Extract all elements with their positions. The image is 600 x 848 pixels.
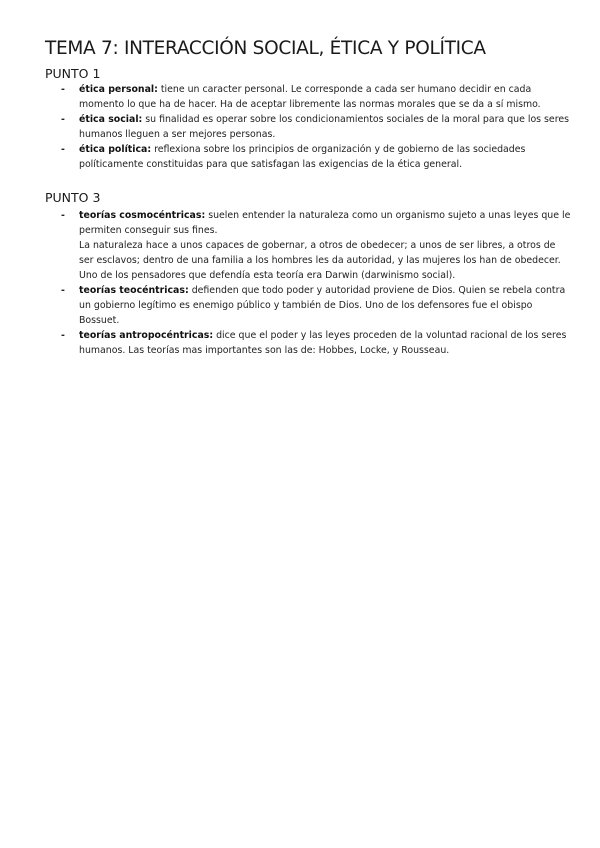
item-term: teorías antropocéntricas:	[79, 330, 214, 341]
section-list-punto-1	[61, 82, 571, 172]
list-item	[61, 208, 571, 283]
item-paragraph	[79, 112, 571, 142]
list-item	[61, 328, 571, 358]
bullet-dash: -	[61, 114, 65, 125]
section-list-punto-3	[61, 208, 571, 358]
item-term: ética social:	[79, 114, 143, 125]
item-term: ética personal:	[79, 84, 158, 95]
list-item	[61, 142, 571, 172]
item-text: tiene un caracter personal. Le corresponde a cada ser humano decidir en cada momento lo que ha de hacer. Ha de aceptar libremente las normas morales que se da a sí mismo.	[79, 84, 541, 110]
list-item	[61, 82, 571, 112]
section-heading-punto-3: PUNTO 3	[45, 190, 101, 205]
bullet-dash: -	[61, 330, 65, 341]
item-text: dice que el poder y las leyes proceden de la voluntad racional de los seres humanos. Las teorías mas importantes son las de: Hobbes, Locke, y Rousseau.	[79, 330, 567, 356]
item-term: teorías teocéntricas:	[79, 285, 189, 296]
item-paragraph	[79, 82, 571, 112]
item-text: reflexiona sobre los principios de organización y de gobierno de las sociedades políticamente constituidas para que satisfagan las exigencias de la ética general.	[79, 144, 526, 170]
item-paragraph: La naturaleza hace a unos capaces de gobernar, a otros de obedecer; a unos de ser libres, a otros de ser esclavos; dentro de una familia a los hombres les da autoridad, y las mujeres los han de obedecer.	[79, 240, 561, 266]
item-paragraph	[79, 283, 571, 328]
bullet-dash: -	[61, 285, 65, 296]
list-item	[61, 283, 571, 328]
item-paragraph	[79, 142, 571, 172]
list-item	[61, 112, 571, 142]
section-heading-punto-1: PUNTO 1	[45, 66, 101, 81]
bullet-dash: -	[61, 84, 65, 95]
item-text: defienden que todo poder y autoridad proviene de Dios. Quien se rebela contra un gobierno legítimo es enemigo público y también de Dios. Uno de los defensores fue el obispo Bossuet.	[79, 285, 566, 326]
item-paragraph: Uno de los pensadores que defendía esta teoría era Darwin (darwinismo social).	[79, 270, 456, 281]
page-title: TEMA 7: INTERACCIÓN SOCIAL, ÉTICA Y POLÍTICA	[45, 38, 486, 59]
bullet-dash: -	[61, 144, 65, 155]
item-paragraph	[79, 208, 571, 238]
bullet-dash: -	[61, 210, 65, 221]
item-paragraph	[79, 328, 571, 358]
item-term: ética política:	[79, 144, 152, 155]
item-term: teorías cosmocéntricas:	[79, 210, 206, 221]
item-text: su finalidad es operar sobre los condicionamientos sociales de la moral para que los seres humanos lleguen a ser mejores personas.	[79, 114, 569, 140]
item-text: suelen entender la naturaleza como un organismo sujeto a unas leyes que le permiten conseguir sus fines.	[79, 210, 571, 236]
